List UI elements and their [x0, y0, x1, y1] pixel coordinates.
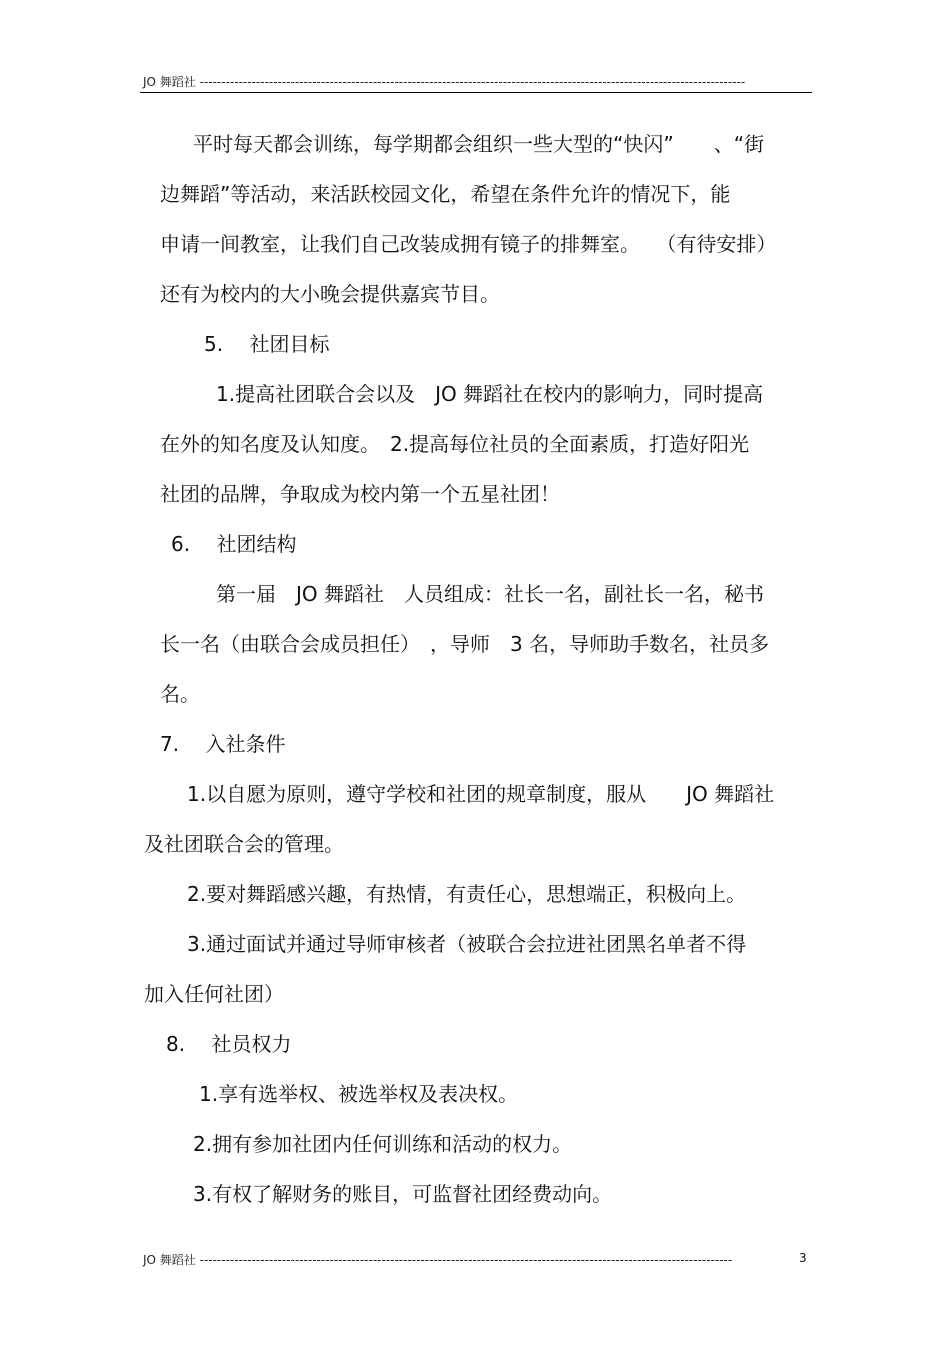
body-line: 社团的品牌，争取成为校内第一个五星社团！: [160, 482, 560, 506]
body-line: 第一届 JO 舞蹈社 人员组成：社长一名，副社长一名，秘书: [216, 582, 764, 606]
body-line: 及社团联合会的管理。: [144, 832, 344, 856]
body-line: 平时每天都会训练，每学期都会组织一些大型的“快闪” 、“街: [193, 132, 765, 156]
body-line: 1.享有选举权、被选举权及表决权。: [199, 1082, 519, 1106]
body-line: 还有为校内的大小晚会提供嘉宾节目。: [160, 282, 500, 306]
body-line: 申请一间教室，让我们自己改装成拥有镜子的排舞室。 （有待安排）: [160, 232, 777, 256]
body-line: 3.通过面试并通过导师审核者（被联合会拉进社团黑名单者不得: [187, 932, 747, 956]
body-line: 2.要对舞蹈感兴趣，有热情，有责任心，思想端正，积极向上。: [187, 882, 747, 906]
header-rule: [140, 92, 812, 93]
body-line: 长一名（由联合会成员担任） ，导师 3 名，导师助手数名，社员多: [160, 632, 770, 656]
body-line: 在外的知名度及认知度。 2.提高每位社员的全面素质，打造好阳光: [160, 432, 750, 456]
body-line: 1.以自愿为原则，遵守学校和社团的规章制度，服从 JO 舞蹈社: [187, 782, 775, 806]
page-header: JO 舞蹈社 ------------------------------------------------------------------------------------------------------------------------------: [143, 75, 746, 89]
body-line: 1.提高社团联合会以及 JO 舞蹈社在校内的影响力，同时提高: [216, 382, 764, 406]
page-number: 3: [799, 1251, 807, 1265]
section-heading-structure: 6. 社团结构: [171, 532, 297, 556]
section-heading-goals: 5. 社团目标: [204, 332, 330, 356]
section-heading-admission: 7. 入社条件: [160, 732, 286, 756]
body-line: 2.拥有参加社团内任何训练和活动的权力。: [193, 1132, 573, 1156]
body-line: 名。: [160, 682, 200, 706]
section-heading-rights: 8. 社员权力: [166, 1032, 292, 1056]
body-line: 3.有权了解财务的账目，可监督社团经费动向。: [193, 1182, 613, 1206]
body-line: 边舞蹈”等活动，来活跃校园文化，希望在条件允许的情况下，能: [160, 182, 731, 206]
body-line: 加入任何社团）: [144, 982, 284, 1006]
page-footer: JO 舞蹈社 ---------------------------------------------------------------------------------------------------------------------------: [143, 1253, 733, 1267]
